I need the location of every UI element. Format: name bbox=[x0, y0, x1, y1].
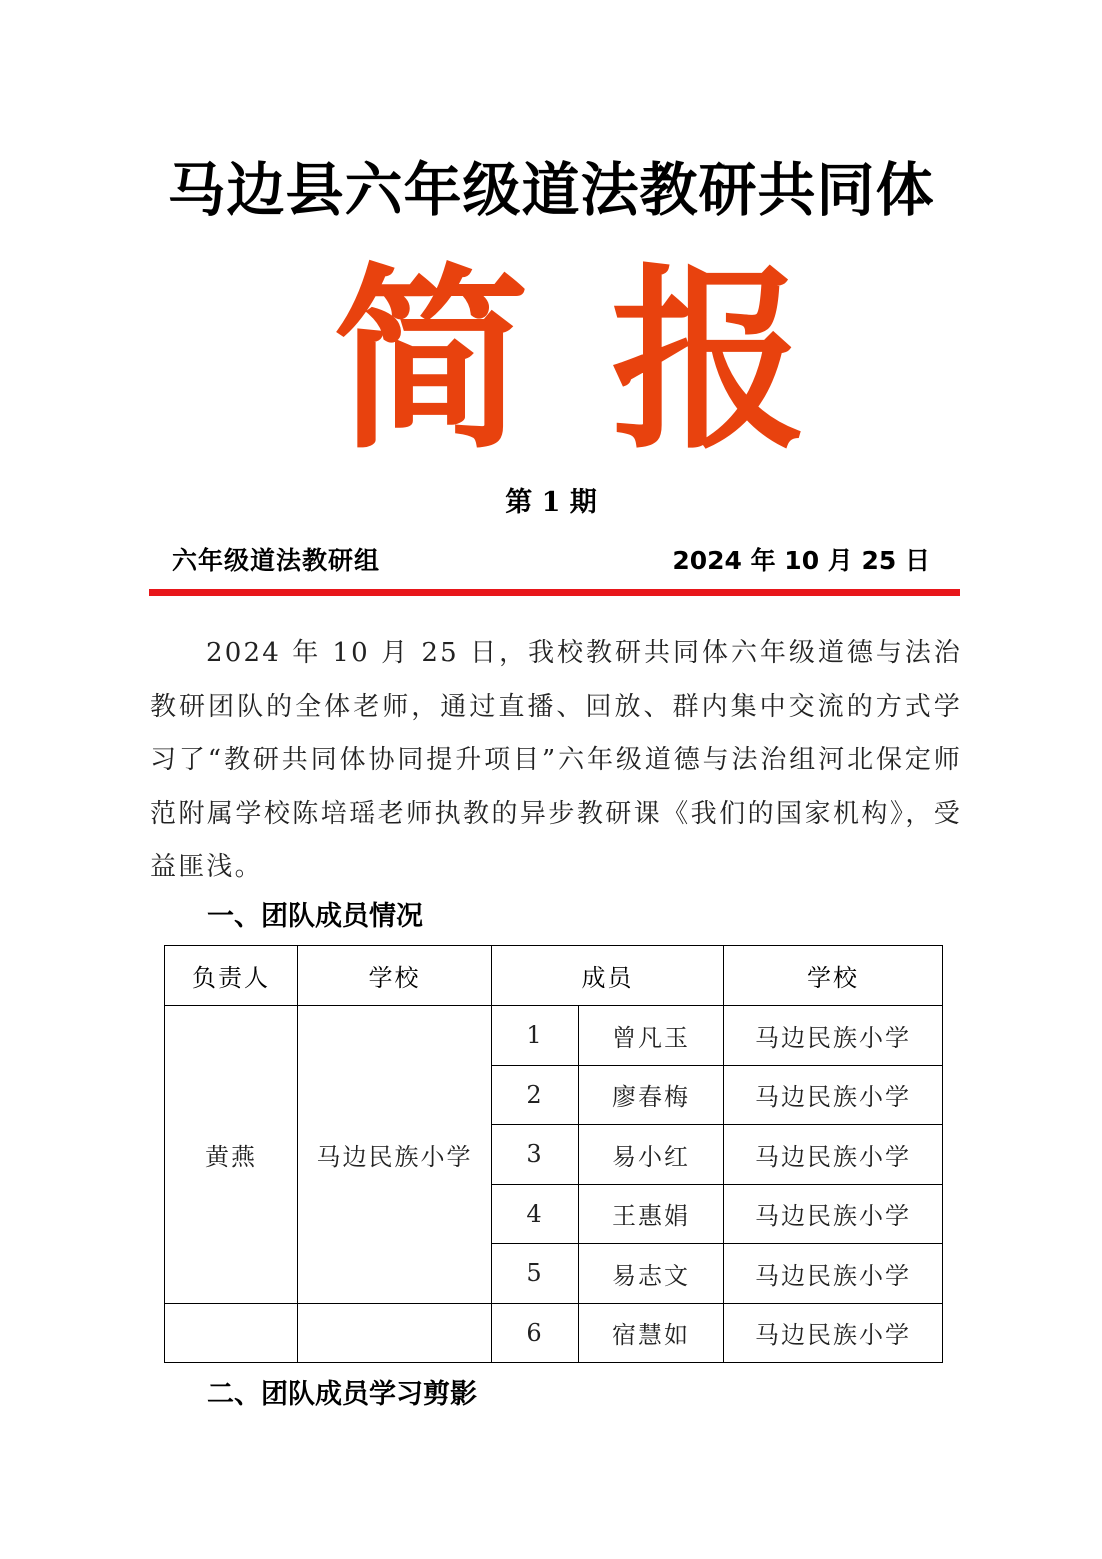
member-school: 马边民族小学 bbox=[724, 1244, 943, 1304]
leader-school-cell: 马边民族小学 bbox=[298, 1006, 492, 1304]
member-school: 马边民族小学 bbox=[724, 1125, 943, 1185]
table-row bbox=[165, 1006, 943, 1066]
organization: 六年级道法教研组 bbox=[172, 546, 381, 575]
red-divider bbox=[149, 589, 960, 596]
intro-paragraph: 2024 年 10 月 25 日，我校教研共同体六年级道德与法治教研团队的全体老师，通过直播、回放、群内集中交流的方式学习了“教研共同体协同提升项目”六年级道德与法治组河北保定师范附属学校陈培瑶老师执教的异步教研课《我们的国家机构》，受益匪浅。 bbox=[150, 638, 962, 882]
section-heading-photos: 二、团队成员学习剪影 bbox=[207, 1379, 477, 1410]
header-members: 成员 bbox=[492, 946, 724, 1006]
member-school: 马边民族小学 bbox=[724, 1006, 943, 1066]
brief-char-1: 简 bbox=[332, 248, 529, 476]
brief-char-2: 报 bbox=[610, 248, 807, 476]
member-school: 马边民族小学 bbox=[724, 1065, 943, 1125]
empty-school-cell bbox=[298, 1303, 492, 1363]
section-heading-members: 一、团队成员情况 bbox=[207, 901, 423, 932]
leader-cell: 黄燕 bbox=[165, 1006, 298, 1304]
member-no: 5 bbox=[492, 1244, 579, 1304]
member-name: 宿慧如 bbox=[579, 1303, 724, 1363]
member-name: 廖春梅 bbox=[579, 1065, 724, 1125]
member-school: 马边民族小学 bbox=[724, 1184, 943, 1244]
member-name: 王惠娟 bbox=[579, 1184, 724, 1244]
header-school: 学校 bbox=[298, 946, 492, 1006]
member-no: 3 bbox=[492, 1125, 579, 1185]
table-header-row bbox=[165, 946, 943, 1006]
empty-leader-cell bbox=[165, 1303, 298, 1363]
page-title: 马边县六年级道法教研共同体 bbox=[167, 156, 935, 224]
member-no: 2 bbox=[492, 1065, 579, 1125]
table-row bbox=[165, 1303, 943, 1363]
issue-number: 第 1 期 bbox=[505, 487, 597, 518]
member-school: 马边民族小学 bbox=[724, 1303, 943, 1363]
member-no: 1 bbox=[492, 1006, 579, 1066]
publish-date: 2024 年 10 月 25 日 bbox=[672, 546, 930, 575]
member-no: 4 bbox=[492, 1184, 579, 1244]
member-name: 易志文 bbox=[579, 1244, 724, 1304]
member-name: 曾凡玉 bbox=[579, 1006, 724, 1066]
header-leader: 负责人 bbox=[165, 946, 298, 1006]
member-no: 6 bbox=[492, 1303, 579, 1363]
member-name: 易小红 bbox=[579, 1125, 724, 1185]
members-table bbox=[164, 945, 943, 1363]
header-member-school: 学校 bbox=[724, 946, 943, 1006]
